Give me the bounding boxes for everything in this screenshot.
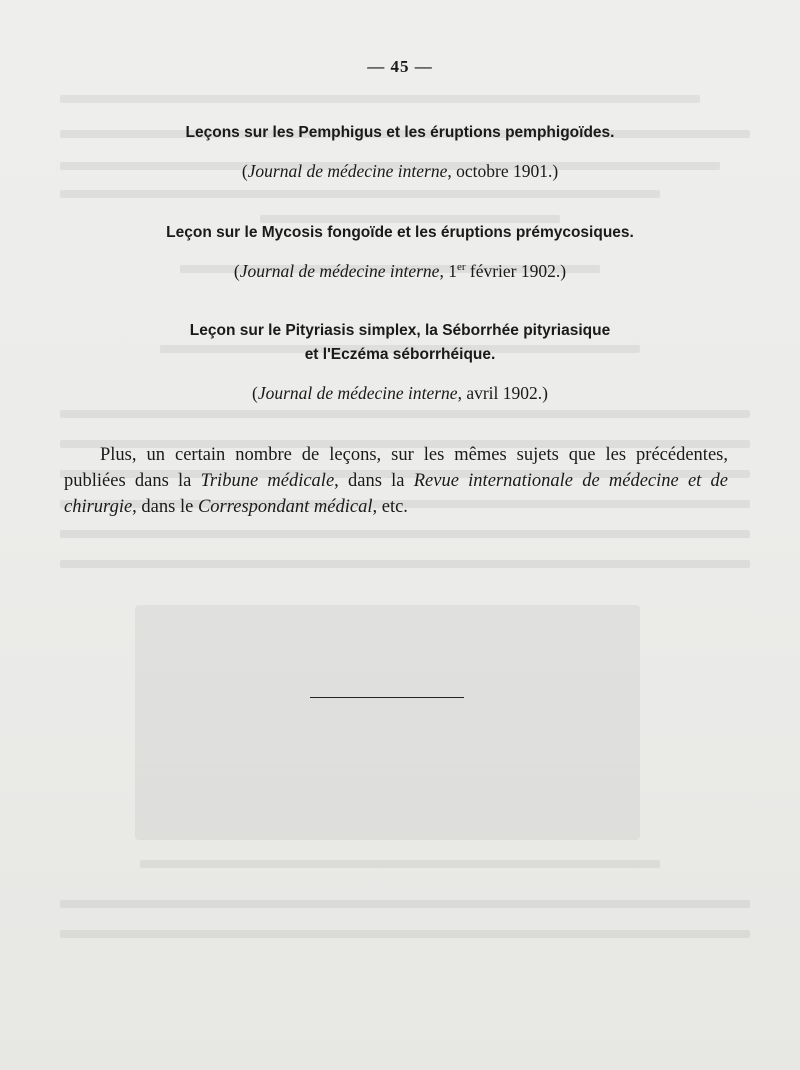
bleed-through-texture [60,90,750,970]
body-paragraph: Plus, un certain nombre de leçons, sur les mêmes sujets que les précédentes, publiées dans la Tribune médicale, dans la Revue internationale de médecine et de chirurgie, dans le Correspondant médical, etc. [64,445,729,517]
entry-source-pemphigus: (Journal de médecine interne, octobre 1901.) [241,161,559,181]
revue-title: Revue internationale de médecine et de chirurgie [64,471,729,517]
entry-source-pityriasis: (Journal de médecine interne, avril 1902.) [252,383,548,403]
entry-title-mycosis: Leçon sur le Mycosis fongoïde et les éruptions prémycosiques. [166,224,634,241]
entry-title-pityriasis-line2: et l'Eczéma séborrhéique. [304,346,496,363]
journal-name: Journal de médecine interne [239,261,440,281]
journal-name: Journal de médecine interne [247,161,448,181]
entry-title-pemphigus: Leçons sur les Pemphigus et les éruptions pemphigoïdes. [185,124,615,141]
entry-title-pityriasis-line1: Leçon sur le Pityriasis simplex, la Séborrhée pityriasique [189,322,611,339]
page-number: — 45 — [367,57,433,76]
end-rule [310,697,464,698]
entry-source-mycosis: (Journal de médecine interne, 1er février 1902.) [233,261,567,281]
tribune-title: Tribune médicale [200,471,335,491]
correspondant-title: Correspondant médical [197,497,373,517]
journal-name: Journal de médecine interne [257,383,458,403]
